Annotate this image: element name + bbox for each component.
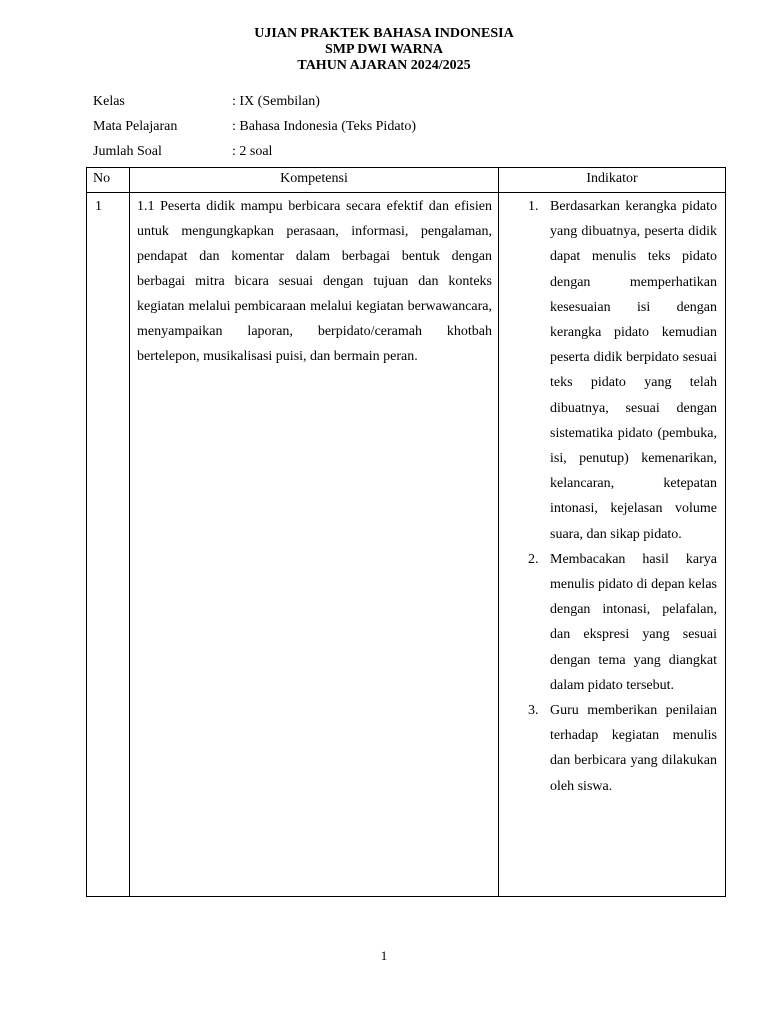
- kompetensi-text: 1.1 Peserta didik mampu berbicara secara efektif dan efisien untuk mengungkapkan perasaan, informasi, pengalaman, pendapat dan komentar dalam berbagai bentuk dengan berbagai mitra bicara sesuai dengan tujuan dan konteks kegiatan melalui pembicaraan melalui kegiatan berwawancara, menyampaikan laporan, berpidato/ceramah khotbah bertelepon, musikalisasi puisi, dan bermain peran.: [137, 199, 492, 364]
- document-header: [0, 26, 768, 74]
- row-number: 1: [87, 193, 130, 897]
- competency-table: [86, 167, 726, 897]
- indikator-number: 1.: [528, 199, 539, 214]
- school-name: SMP DWI WARNA: [325, 42, 443, 57]
- header-indikator: Indikator: [499, 168, 726, 193]
- kelas-label: Kelas: [93, 94, 125, 109]
- academic-year: TAHUN AJARAN 2024/2025: [297, 58, 471, 73]
- indikator-number: 3.: [528, 703, 539, 719]
- jumlah-soal-label: Jumlah Soal: [93, 144, 162, 159]
- indikator-text: Berdasarkan kerangka pidato yang dibuatnya, peserta didik dapat menulis teks pidato dengan memperhatikan kesesuaian isi dengan kerangka pidato kemudian peserta didik berpidato sesuai teks pidato yang telah dibuatnya, sesuai dengan sistematika pidato (pembuka, isi, penutup) kemenarikan, kelancaran, ketepatan intonasi, kejelasan volume suara, dan sikap pidato.: [550, 199, 717, 542]
- table-header-row: [87, 168, 726, 193]
- kelas-value: : IX (Sembilan): [232, 94, 320, 109]
- indikator-item: [499, 194, 717, 547]
- header-kompetensi: Kompetensi: [130, 168, 499, 193]
- page-number: 1: [380, 948, 388, 963]
- indikator-number: 2.: [528, 551, 539, 567]
- mapel-value: : Bahasa Indonesia (Teks Pidato): [232, 119, 417, 134]
- indikator-item: [499, 698, 717, 799]
- indikator-cell: [499, 193, 726, 897]
- table-row: [87, 193, 726, 897]
- indikator-text: Membacakan hasil karya menulis pidato di depan kelas dengan intonasi, pelafalan, dan ekspresi yang sesuai dengan tema yang diangkat dalam pidato tersebut.: [550, 551, 717, 693]
- header-no: No: [87, 168, 130, 193]
- indikator-list: [499, 194, 717, 799]
- mapel-label: Mata Pelajaran: [93, 119, 178, 134]
- kompetensi-cell: [130, 193, 499, 897]
- exam-title: UJIAN PRAKTEK BAHASA INDONESIA: [254, 26, 514, 41]
- indikator-item: [499, 547, 717, 698]
- indikator-text: Guru memberikan penilaian terhadap kegiatan menulis dan berbicara yang dilakukan oleh siswa.: [550, 703, 717, 794]
- jumlah-soal-value: : 2 soal: [232, 144, 273, 159]
